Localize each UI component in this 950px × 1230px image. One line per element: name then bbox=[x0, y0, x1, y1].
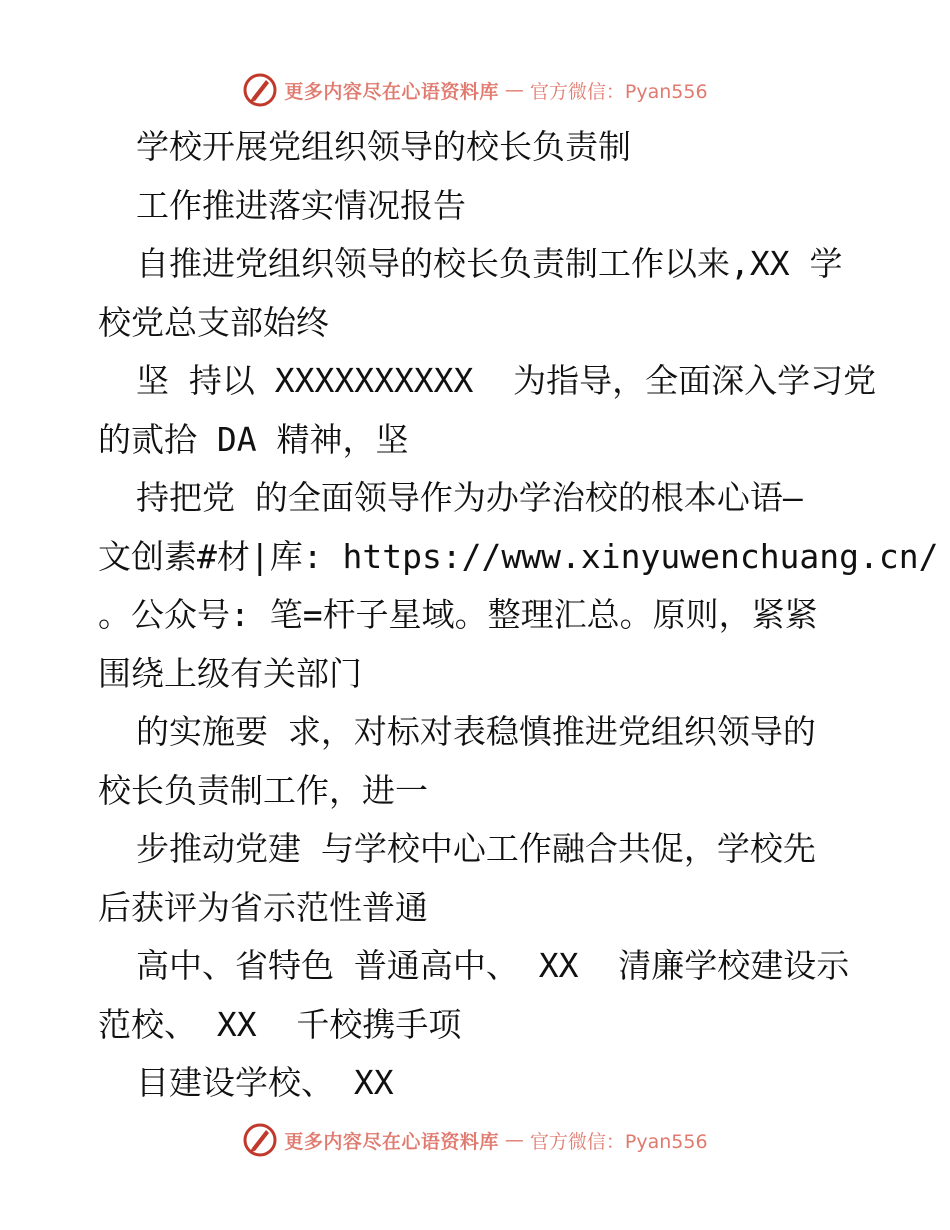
document-body bbox=[98, 118, 939, 1113]
watermark-contact: 官方微信：Pyan556 bbox=[529, 1130, 708, 1153]
body-line: 围绕上级有关部门 bbox=[98, 653, 362, 693]
body-line: 步推动党建 与学校中心工作融合共促，学校先 bbox=[136, 829, 816, 868]
watermark-separator: — bbox=[504, 79, 524, 101]
watermark-separator: — bbox=[504, 1129, 524, 1151]
body-line: 校党总支部始终 bbox=[98, 302, 329, 342]
body-line: 持把党 的全面领导作为办学治校的根本心语— bbox=[136, 478, 803, 517]
body-line: 。公众号: 笔=杆子星域。整理汇总。原则，紧紧 bbox=[98, 595, 818, 634]
body-line: 坚 持以 XXXXXXXXXX 为指导，全面深入学习党 bbox=[136, 361, 877, 400]
body-line: 后获评为省示范性普通 bbox=[98, 887, 428, 927]
watermark-text: 更多内容尽在心语资料库 bbox=[284, 80, 499, 103]
watermark-contact: 官方微信：Pyan556 bbox=[529, 80, 708, 103]
body-line: 的贰拾 DA 精神，坚 bbox=[98, 419, 409, 459]
header-watermark bbox=[0, 70, 950, 110]
body-line: 校长负责制工作，进一 bbox=[98, 770, 428, 810]
body-line: 的实施要 求，对标对表稳慎推进党组织领导的 bbox=[136, 712, 816, 751]
body-line: 自推进党组织领导的校长负责制工作以来,XX 学 bbox=[136, 244, 843, 283]
document-title-line-2: 工作推进落实情况报告 bbox=[136, 185, 466, 225]
quill-seal-icon bbox=[242, 1122, 278, 1158]
body-line: 范校、 XX 千校携手项 bbox=[98, 1004, 462, 1044]
watermark-text: 更多内容尽在心语资料库 bbox=[284, 1130, 499, 1153]
body-line: 文创素#材|库: https://www.xinyuwenchuang.cn/ bbox=[98, 536, 939, 576]
quill-seal-icon bbox=[242, 72, 278, 108]
body-line: 高中、省特色 普通高中、 XX 清廉学校建设示 bbox=[136, 946, 850, 985]
footer-watermark bbox=[0, 1120, 950, 1160]
body-line: 目建设学校、 XX bbox=[136, 1063, 394, 1102]
document-title-line-1: 学校开展党组织领导的校长负责制 bbox=[136, 127, 631, 166]
